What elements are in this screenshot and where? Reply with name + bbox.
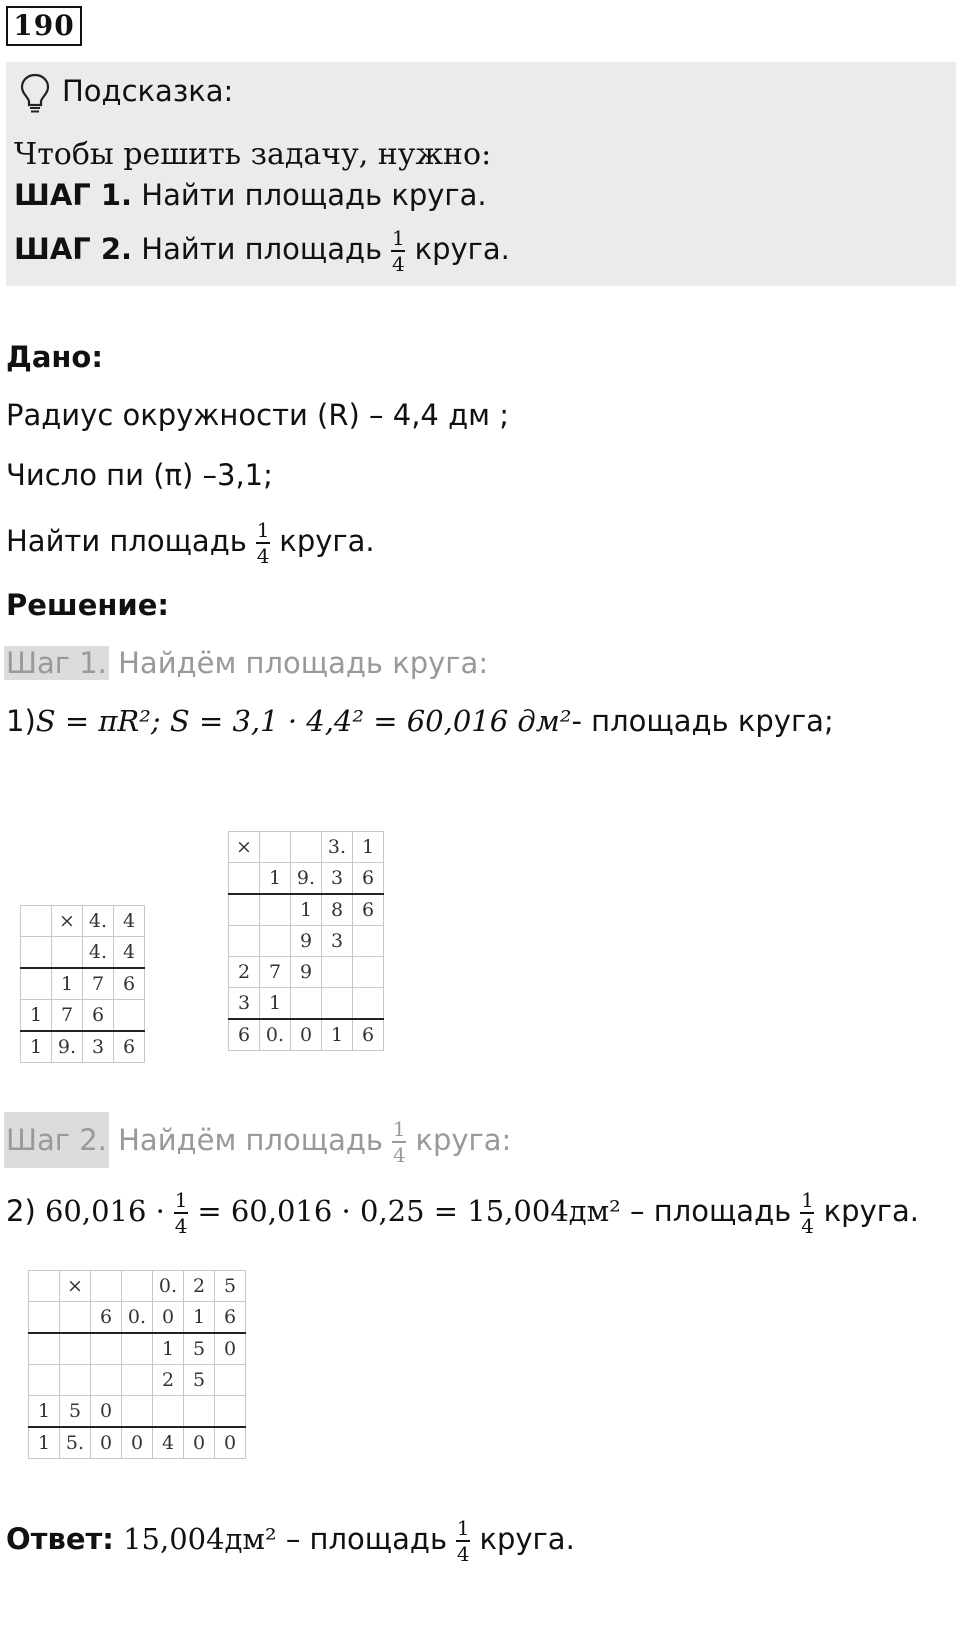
grid-cell: 7 <box>83 968 114 1000</box>
solution-step1-label: Шаг 1. <box>6 646 107 680</box>
grid-cell: 1 <box>52 968 83 1000</box>
grid-cell <box>60 1333 91 1365</box>
hint-step2-label: ШАГ 2. <box>14 232 133 266</box>
answer-text-after: круга. <box>479 1522 575 1556</box>
grid-cell: 9 <box>291 957 322 988</box>
grid-cell: 4 <box>114 937 145 969</box>
grid-cell <box>229 863 260 895</box>
grid-row <box>29 1271 246 1302</box>
grid-cell <box>184 1396 215 1428</box>
grid-cell <box>29 1271 60 1302</box>
grid-cell: × <box>60 1271 91 1302</box>
grid-cell <box>122 1365 153 1396</box>
eq2-prefix: 2) <box>6 1194 36 1228</box>
fraction-one-quarter: $\frac{1}{4}$ <box>174 1188 188 1238</box>
hint-intro: Чтобы решить задачу, нужно: <box>14 137 492 172</box>
solution-equation-2 <box>6 1188 919 1238</box>
grid-cell <box>291 988 322 1020</box>
grid-cell: 6 <box>353 863 384 895</box>
grid-cell: 2 <box>229 957 260 988</box>
hint-step2 <box>14 226 510 276</box>
fraction-one-quarter: $\frac{1}{4}$ <box>392 1117 406 1167</box>
grid-cell: 4. <box>83 937 114 969</box>
grid-cell: 1 <box>184 1302 215 1334</box>
grid-cell: 3 <box>322 926 353 957</box>
grid-cell <box>29 1365 60 1396</box>
grid-cell <box>353 957 384 988</box>
grid-cell <box>353 988 384 1020</box>
grid-cell <box>122 1396 153 1428</box>
grid-cell: 5 <box>215 1271 246 1302</box>
eq1-suffix: - площадь круга; <box>571 704 834 738</box>
grid-cell: 6 <box>353 1019 384 1051</box>
answer-text-before: – площадь <box>285 1522 448 1556</box>
solution-step1-header <box>4 644 488 682</box>
given-find-after: круга. <box>279 524 375 558</box>
grid-cell: 4. <box>83 906 114 937</box>
grid-cell <box>122 1271 153 1302</box>
grid-cell: 1 <box>291 894 322 926</box>
grid-cell: 1 <box>21 1031 52 1063</box>
grid-cell <box>260 894 291 926</box>
grid-cell <box>91 1333 122 1365</box>
grid-cell: 0 <box>153 1302 184 1334</box>
eq2-suffix-before: – площадь <box>630 1194 792 1228</box>
problem-number: 190 <box>6 6 82 46</box>
grid-cell: 1 <box>353 832 384 863</box>
given-line-pi: Число пи (π) –3,1; <box>6 458 273 492</box>
grid-cell: 6 <box>83 1000 114 1032</box>
multiplication-table-1 <box>20 905 145 1063</box>
grid-cell: 1 <box>21 1000 52 1032</box>
grid-cell: 3 <box>229 988 260 1020</box>
multiplication-table-2 <box>228 831 384 1051</box>
grid-cell: 7 <box>52 1000 83 1032</box>
hint-step2-text-before: Найти площадь <box>141 232 383 266</box>
grid-cell <box>260 832 291 863</box>
fraction-one-quarter: $\frac{1}{4}$ <box>256 518 270 568</box>
hint-step1 <box>14 176 487 214</box>
solution-title: Решение: <box>6 588 170 622</box>
hint-step1-text: Найти площадь круга. <box>141 178 487 212</box>
answer-line <box>6 1516 575 1566</box>
solution-step2-text-after: круга: <box>415 1123 512 1157</box>
grid-cell <box>322 988 353 1020</box>
grid-cell <box>229 894 260 926</box>
grid-row <box>229 926 384 957</box>
grid-cell: 0 <box>91 1427 122 1459</box>
eq2-math-a: 60,016 · <box>44 1194 165 1228</box>
grid-cell <box>260 926 291 957</box>
grid-cell: 4 <box>153 1427 184 1459</box>
hint-step1-label: ШАГ 1. <box>14 178 133 212</box>
grid-cell <box>215 1396 246 1428</box>
grid-cell <box>122 1333 153 1365</box>
grid-cell <box>21 937 52 969</box>
grid-cell: 9 <box>291 926 322 957</box>
fraction-one-quarter: $\frac{1}{4}$ <box>391 226 405 276</box>
grid-row <box>29 1365 246 1396</box>
grid-cell: 1 <box>322 1019 353 1051</box>
grid-cell: 0. <box>260 1019 291 1051</box>
multiplication-table-3 <box>28 1270 246 1459</box>
grid-cell: 0. <box>122 1302 153 1334</box>
grid-cell: 9. <box>52 1031 83 1063</box>
grid-row <box>21 1031 145 1063</box>
grid-cell <box>52 937 83 969</box>
grid-cell: × <box>52 906 83 937</box>
grid-cell: 6 <box>114 968 145 1000</box>
grid-cell: 4 <box>114 906 145 937</box>
given-find-before: Найти площадь <box>6 524 247 558</box>
grid-cell: 0 <box>122 1427 153 1459</box>
grid-cell: 5 <box>60 1396 91 1428</box>
grid-cell: 3. <box>322 832 353 863</box>
grid-cell: 0 <box>91 1396 122 1428</box>
grid-cell <box>60 1302 91 1334</box>
eq2-suffix-after: круга. <box>823 1194 919 1228</box>
grid-cell: 2 <box>153 1365 184 1396</box>
solution-step1-text: Найдём площадь круга: <box>118 646 489 680</box>
grid-cell: 0. <box>153 1271 184 1302</box>
grid-cell <box>21 906 52 937</box>
solution-step2-text-before: Найдём площадь <box>118 1123 384 1157</box>
given-line-find <box>6 518 375 568</box>
hint-step2-text-after: круга. <box>414 232 510 266</box>
solution-step2-header <box>4 1112 511 1168</box>
grid-row <box>229 957 384 988</box>
solution-step2-label: Шаг 2. <box>4 1112 109 1168</box>
grid-cell: 3 <box>322 863 353 895</box>
grid-row <box>21 906 145 937</box>
grid-cell: 1 <box>153 1333 184 1365</box>
answer-label: Ответ: <box>6 1522 114 1556</box>
grid-row <box>229 988 384 1020</box>
grid-cell <box>21 968 52 1000</box>
grid-cell <box>29 1302 60 1334</box>
grid-cell: 6 <box>353 894 384 926</box>
grid-cell <box>91 1365 122 1396</box>
grid-cell <box>322 957 353 988</box>
grid-row <box>229 1019 384 1051</box>
grid-cell: 5 <box>184 1365 215 1396</box>
grid-cell: 6 <box>229 1019 260 1051</box>
grid-cell: 6 <box>215 1302 246 1334</box>
given-line-radius: Радиус окружности (R) – 4,4 дм ; <box>6 398 510 432</box>
fraction-one-quarter: $\frac{1}{4}$ <box>456 1516 470 1566</box>
grid-cell: 1 <box>29 1396 60 1428</box>
grid-cell <box>114 1000 145 1032</box>
grid-cell <box>60 1365 91 1396</box>
grid-row <box>21 968 145 1000</box>
grid-row <box>229 894 384 926</box>
grid-cell: 3 <box>83 1031 114 1063</box>
solution-equation-1 <box>6 702 834 740</box>
grid-cell: 5 <box>184 1333 215 1365</box>
grid-cell <box>29 1333 60 1365</box>
grid-row <box>229 832 384 863</box>
given-title: Дано: <box>6 340 103 374</box>
grid-row <box>29 1396 246 1428</box>
eq2-math-b: = 60,016 · 0,25 = 15,004дм² <box>197 1194 621 1228</box>
grid-cell <box>353 926 384 957</box>
grid-cell: 6 <box>91 1302 122 1334</box>
grid-cell: 6 <box>114 1031 145 1063</box>
grid-row <box>29 1302 246 1334</box>
grid-cell: 5. <box>60 1427 91 1459</box>
grid-cell: 7 <box>260 957 291 988</box>
grid-cell: 2 <box>184 1271 215 1302</box>
grid-cell: 0 <box>215 1333 246 1365</box>
grid-row <box>29 1427 246 1459</box>
grid-cell: 8 <box>322 894 353 926</box>
grid-row <box>29 1333 246 1365</box>
grid-cell: 1 <box>260 988 291 1020</box>
grid-cell <box>229 926 260 957</box>
fraction-one-quarter: $\frac{1}{4}$ <box>801 1188 814 1238</box>
grid-cell: 1 <box>260 863 291 895</box>
grid-row <box>21 1000 145 1032</box>
grid-cell: 9. <box>291 863 322 895</box>
lightbulb-icon <box>18 72 52 114</box>
grid-cell: 0 <box>291 1019 322 1051</box>
eq1-math: S = πR²; S = 3,1 · 4,4² = 60,016 дм² <box>35 704 572 738</box>
grid-cell <box>291 832 322 863</box>
hint-title: Подсказка: <box>62 74 234 108</box>
grid-cell: 0 <box>184 1427 215 1459</box>
grid-row <box>229 863 384 895</box>
grid-cell <box>91 1271 122 1302</box>
grid-cell <box>215 1365 246 1396</box>
grid-cell: 0 <box>215 1427 246 1459</box>
answer-math: 15,004дм² <box>123 1522 277 1556</box>
eq1-prefix: 1) <box>6 704 36 738</box>
grid-row <box>21 937 145 969</box>
grid-cell: × <box>229 832 260 863</box>
grid-cell: 1 <box>29 1427 60 1459</box>
grid-cell <box>153 1396 184 1428</box>
